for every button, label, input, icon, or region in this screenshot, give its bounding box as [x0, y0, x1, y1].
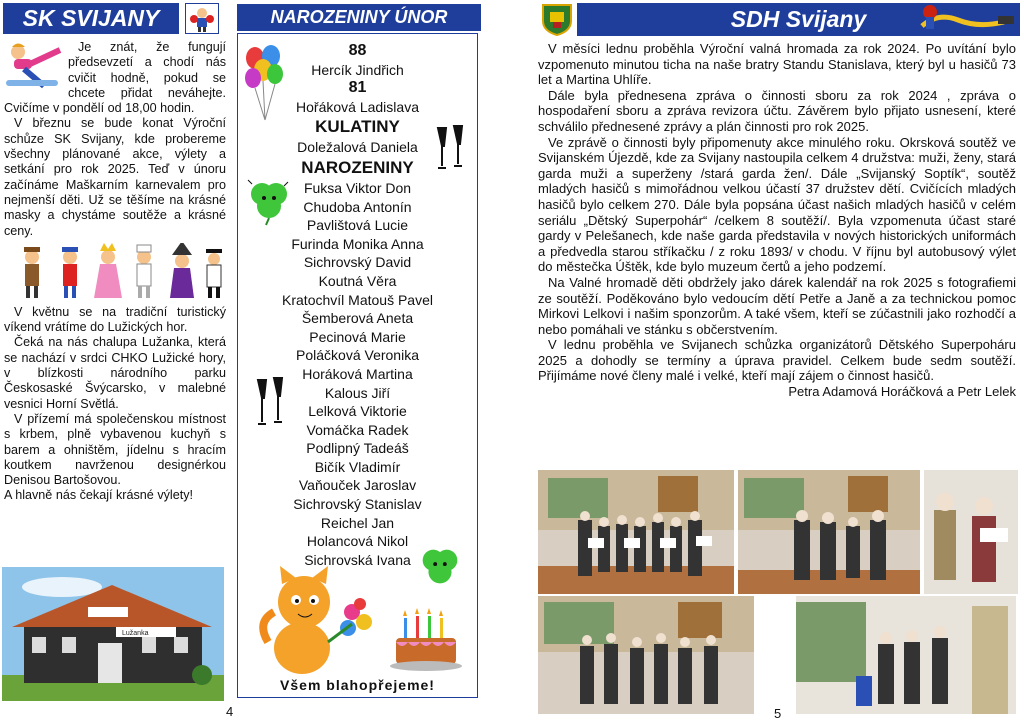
birthday-name: Horáková Martina — [302, 365, 413, 382]
birthday-name: Sichrovská Ivana — [304, 551, 411, 568]
event-photo-2 — [738, 470, 920, 594]
sk-banner-text: SK SVIJANY — [22, 5, 160, 31]
page-number-left: 4 — [226, 704, 234, 719]
sk-paragraph-4: Čeká na nás chalupa Lužanka, která se nachází v srdci CHKO Lužické hory, v blízkosti národního parku Českosaské Švýcarsko, v malebné vesnici Horní Světlá. — [4, 335, 226, 411]
boxing-mascot-icon — [185, 3, 219, 34]
kids-costumes-icon — [4, 243, 226, 303]
fitness-lady-icon — [4, 42, 64, 90]
birthday-cake-icon — [388, 606, 464, 672]
sdh-paragraph-4: Na Valné hromadě děti obdržely jako dárek kalendář na rok 2025 s fotografiemi ze soutěží. Poděkováno bylo vedoucím dětí Petře a Janě a za technickou pomoc Mirkovi Lelkovi i našim sponzorům. A také všem, kteří se zúčastnili jako rozhodčí a nebo pomáhali ve stánku s občerstvením. — [538, 274, 1016, 337]
narozeniny-banner-text: NAROZENINY ÚNOR — [270, 7, 448, 27]
signature: Petra Adamová Horáčková a Petr Lelek — [788, 384, 1016, 400]
event-photo-4 — [538, 596, 754, 714]
sk-article — [4, 40, 226, 504]
sk-svijany-banner — [3, 3, 179, 34]
signature-line — [538, 384, 1016, 400]
event-photo-5 — [796, 596, 1016, 714]
birthday-box — [237, 33, 478, 698]
birthday-name: Bičík Vladimír — [314, 458, 401, 475]
event-photo-3 — [924, 470, 1018, 594]
honoree-81: Hořáková Ladislava — [296, 98, 419, 115]
birthday-name: Sichrovský Stanislav — [293, 496, 422, 513]
fire-hose-icon — [918, 2, 1018, 36]
birthday-name: Šemberová Aneta — [301, 310, 414, 327]
event-photo-1 — [538, 470, 734, 594]
age-81: 81 — [348, 79, 367, 97]
sdh-paragraph-5: V lednu proběhla ve Svijanech schůzka organizátorů Dětského Superpoháru 2025 a dohodly se termíny a úprava pravidel. Celkem bude sedm soutěží. Přijímáme nové členy malé i velké, kteří mají zájem o činnost hasičů. — [538, 337, 1016, 384]
birthday-name: Chudoba Antonín — [303, 198, 412, 215]
sdh-paragraph-3: Ve zprávě o činnosti byly připomenuty akce minulého roku. Okrsková soutěž ve Svijanském Újezdě, kde za Svijany nastoupila celkem 4 družstva: muži, ženy, stará garda muži a superženy /stará garda žen/. Dále „Svijanský Soptík“, soutěž mladých hasičů s mimořádnou velkou účastí 37 družstev dětí. Cvičících mladých hasičů bylo celkem 270. Dále byla popsána účast našich mladých hasičů v celém seriálu „Dětský Superpohár“ /celkem 8 soutěží/. Byla vzpomenuta účast staré gardy v Pelešanech, kde naše garda představila v nových historických uniformách a předvedla starou stříkačku / z roku 1893/ v chodu. V říjnu byl autobusový výlet do městečka Úštěk, kde bylo muzeum čertů a jeho podzemí. — [538, 134, 1016, 275]
blessing-text: Všem blahopřejeme! — [280, 677, 435, 693]
sdh-paragraph-2: Dále byla přednesena zpráva o činnosti sboru za rok 2024 , zpráva o hospodaření sboru a zpráva revizora účtu. Závěrem bylo přijato usnesení, které schválilo přednesené zprávy a plán činnosti pro rok 2025. — [538, 87, 1016, 134]
birthday-name: Reichel Jan — [320, 514, 395, 531]
sdh-article — [538, 41, 1016, 400]
birthday-name: Fuksa Viktor Don — [303, 179, 412, 196]
birthday-list — [238, 42, 477, 569]
sk-paragraph-1: Je znát, že fungují předsevzetí a chodí nás cvičit hodně, pokud se chcete přidat neváhejte. Cvičíme v pondělí od 18,00 hodin. — [4, 40, 226, 116]
birthday-name: Furinda Monika Anna — [291, 235, 424, 252]
narozeniny-heading: NAROZENINY — [301, 157, 414, 177]
cat-with-flowers-icon — [256, 562, 380, 680]
birthday-name: Podlipný Tadeáš — [306, 440, 409, 457]
birthday-name: Kratochvíl Matouš Pavel — [282, 291, 433, 308]
sk-paragraph-2: V březnu se bude konat Výroční schůze SK Svijany, kde probereme všechny plánované akce, výlety a setkání pro rok 2025. Teď v únoru začínáme Maškarním karnevalem pro nejmenší děti. Už se těšíme na krásné masky a chystáme soutěže a krásné ceny. — [4, 116, 226, 238]
luzanka-house-photo — [2, 567, 224, 701]
sdh-paragraph-1: V měsíci lednu proběhla Výroční valná hromada za rok 2024. Po uvítání bylo vzpomenuto minutou ticha na naše bratry Standu Stanislava, který byl u hasičů 73 let a Martina Uhlíře. — [538, 41, 1016, 88]
coat-of-arms-icon — [541, 3, 573, 36]
birthday-name: Kalous Jiří — [324, 384, 391, 401]
birthday-name: Sichrovský David — [303, 254, 412, 271]
kulatiny-heading: KULATINY — [315, 117, 400, 137]
birthday-name: Vaňouček Jaroslav — [298, 477, 417, 494]
birthday-name: Vomáčka Radek — [306, 421, 409, 438]
birthday-name: Holancová Nikol — [306, 533, 409, 550]
birthday-name: Poláčková Veronika — [296, 347, 419, 364]
age-88: 88 — [348, 42, 367, 59]
narozeniny-banner — [237, 4, 481, 31]
birthday-name: Pavlištová Lucie — [306, 217, 409, 234]
honoree-88: Hercík Jindřich — [311, 61, 404, 78]
sdh-banner-text: SDH Svijany — [730, 6, 867, 32]
sk-paragraph-6: A hlavně nás čekají krásné výlety! — [4, 488, 194, 503]
page-number-right: 5 — [774, 706, 782, 721]
birthday-name: Lelková Viktorie — [308, 403, 407, 420]
sk-paragraph-3: V květnu se na tradiční turistický víkend vrátíme do Lužických hor. — [4, 304, 226, 335]
kulatiny-name: Doležalová Daniela — [297, 139, 418, 156]
house-sign: Lužanka — [122, 630, 149, 637]
birthday-name: Koutná Věra — [318, 272, 397, 289]
sk-paragraph-5: V přízemí má společenskou místnost s krbem, plně vybavenou kuchyň s barem a ohništěm, jídelnu s hracím koutkem navrženou designérkou Denisou Bartošovou. — [4, 411, 226, 488]
birthday-name: Pecinová Marie — [309, 328, 406, 345]
